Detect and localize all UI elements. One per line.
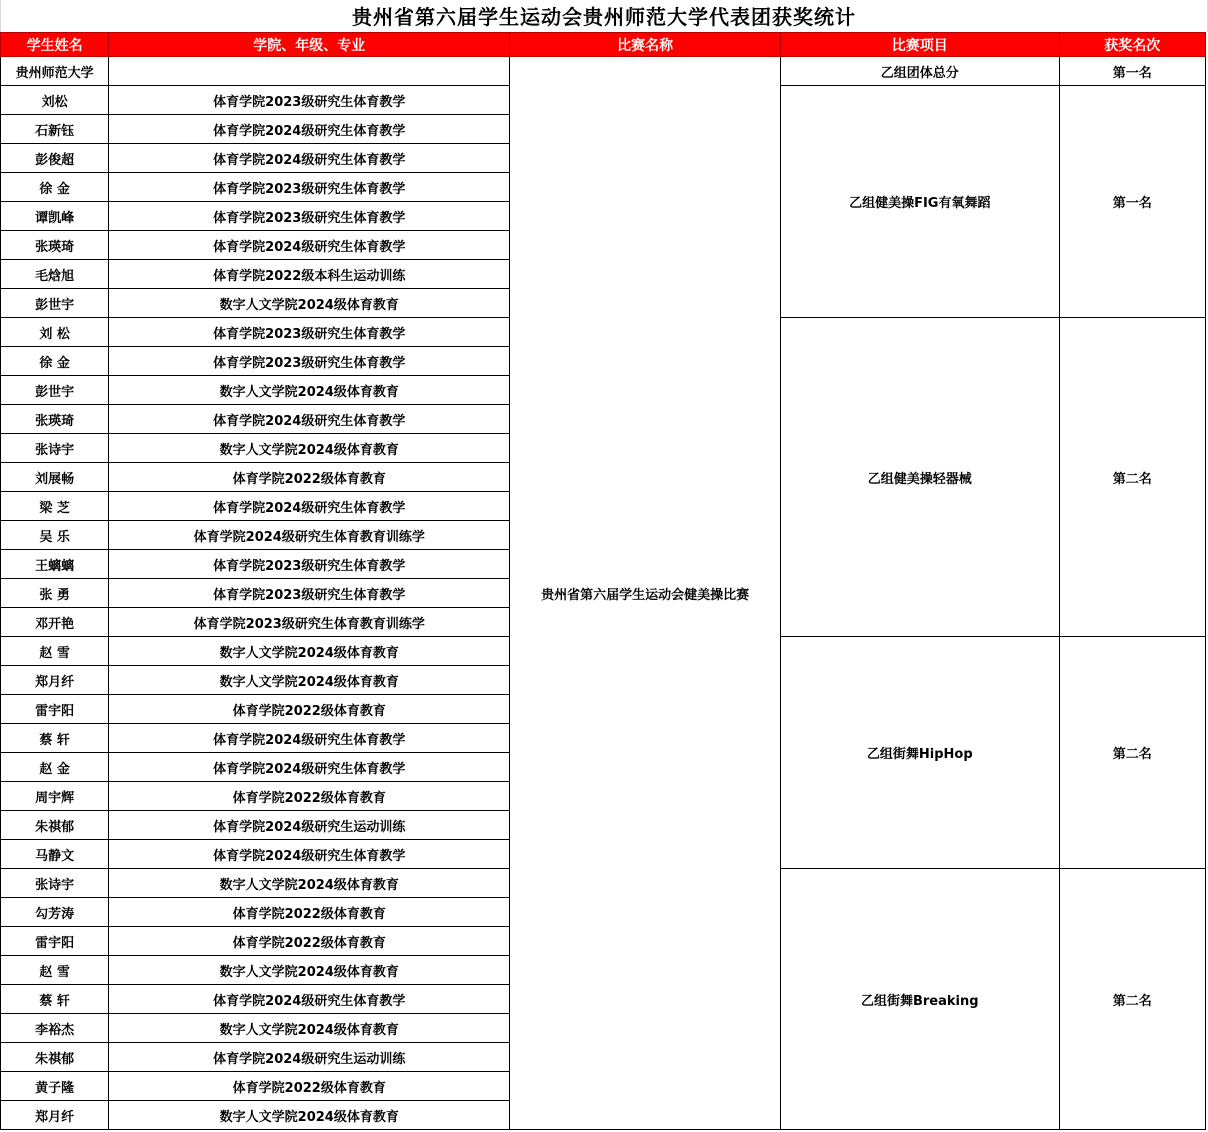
cell-rank[interactable]: 第二名: [1059, 318, 1205, 637]
cell-student-name[interactable]: 毛焓旭: [1, 260, 109, 289]
cell-student-name[interactable]: 勾芳涛: [1, 898, 109, 927]
cell-college[interactable]: 体育学院2023级研究生体育教学: [109, 86, 510, 115]
cell-student-name[interactable]: 刘松: [1, 86, 109, 115]
cell-student-name[interactable]: 梁 芝: [1, 492, 109, 521]
cell-college[interactable]: 体育学院2024级研究生运动训练: [109, 811, 510, 840]
cell-college[interactable]: 体育学院2022级体育教育: [109, 898, 510, 927]
cell-college[interactable]: 数字人文学院2024级体育教育: [109, 434, 510, 463]
cell-college[interactable]: 数字人文学院2024级体育教育: [109, 956, 510, 985]
cell-college[interactable]: 体育学院2024级研究生体育教学: [109, 753, 510, 782]
cell-student-name[interactable]: 赵 雪: [1, 956, 109, 985]
cell-student-name[interactable]: 张诗宇: [1, 434, 109, 463]
cell-college[interactable]: 体育学院2023级研究生体育教学: [109, 347, 510, 376]
cell-rank[interactable]: 第二名: [1059, 637, 1205, 869]
cell-student-name[interactable]: 彭世宇: [1, 289, 109, 318]
cell-college[interactable]: 体育学院2024级研究生体育教学: [109, 985, 510, 1014]
cell-rank[interactable]: 第一名: [1059, 86, 1205, 318]
cell-college[interactable]: 体育学院2022级体育教育: [109, 695, 510, 724]
cell-student-name[interactable]: 雷宇阳: [1, 695, 109, 724]
cell-college[interactable]: 体育学院2023级研究生体育教学: [109, 318, 510, 347]
cell-student-name[interactable]: 蔡 轩: [1, 724, 109, 753]
cell-event[interactable]: 乙组团体总分: [780, 57, 1059, 86]
cell-student-name[interactable]: 朱祺郁: [1, 811, 109, 840]
cell-college[interactable]: 体育学院2023级研究生体育教学: [109, 202, 510, 231]
cell-student-name[interactable]: 王螭螭: [1, 550, 109, 579]
cell-college[interactable]: 数字人文学院2024级体育教育: [109, 1101, 510, 1130]
cell-college[interactable]: 体育学院2024级研究生体育教学: [109, 405, 510, 434]
cell-student-name[interactable]: 黄子隆: [1, 1072, 109, 1101]
header-event[interactable]: 比赛项目: [780, 33, 1059, 57]
cell-student-name[interactable]: 徐 金: [1, 347, 109, 376]
table-row: [1, 57, 1206, 86]
cell-college[interactable]: 体育学院2023级研究生体育教学: [109, 550, 510, 579]
cell-student-name[interactable]: 郑月纤: [1, 666, 109, 695]
cell-college[interactable]: 体育学院2022级体育教育: [109, 1072, 510, 1101]
cell-student-name[interactable]: 张诗宇: [1, 869, 109, 898]
cell-college[interactable]: [109, 57, 510, 86]
cell-student-name[interactable]: 彭世宇: [1, 376, 109, 405]
cell-student-name[interactable]: 邓开艳: [1, 608, 109, 637]
cell-student-name[interactable]: 刘 松: [1, 318, 109, 347]
cell-student-name[interactable]: 蔡 轩: [1, 985, 109, 1014]
cell-student-name[interactable]: 周宇辉: [1, 782, 109, 811]
cell-college[interactable]: 体育学院2023级研究生体育教育训练学: [109, 608, 510, 637]
table-body: [1, 57, 1206, 1130]
cell-college[interactable]: 体育学院2024级研究生运动训练: [109, 1043, 510, 1072]
cell-event[interactable]: 乙组街舞HipHop: [780, 637, 1059, 869]
cell-college[interactable]: 体育学院2022级体育教育: [109, 782, 510, 811]
cell-student-name[interactable]: 郑月纤: [1, 1101, 109, 1130]
cell-event[interactable]: 乙组健美操轻器械: [780, 318, 1059, 637]
cell-college[interactable]: 体育学院2024级研究生体育教学: [109, 492, 510, 521]
cell-college[interactable]: 体育学院2023级研究生体育教学: [109, 173, 510, 202]
cell-college[interactable]: 数字人文学院2024级体育教育: [109, 869, 510, 898]
cell-college[interactable]: 数字人文学院2024级体育教育: [109, 376, 510, 405]
cell-college[interactable]: 体育学院2024级研究生体育教学: [109, 231, 510, 260]
cell-competition-name[interactable]: 贵州省第六届学生运动会健美操比赛: [510, 57, 781, 1130]
cell-student-name[interactable]: 刘展畅: [1, 463, 109, 492]
cell-student-name[interactable]: 朱祺郁: [1, 1043, 109, 1072]
cell-rank[interactable]: 第一名: [1059, 57, 1205, 86]
cell-student-name[interactable]: 徐 金: [1, 173, 109, 202]
award-table: [0, 32, 1206, 1130]
cell-college[interactable]: 体育学院2022级本科生运动训练: [109, 260, 510, 289]
cell-student-name[interactable]: 吴 乐: [1, 521, 109, 550]
cell-student-name[interactable]: 石新钰: [1, 115, 109, 144]
cell-student-name[interactable]: 雷宇阳: [1, 927, 109, 956]
cell-student-name[interactable]: 赵 雪: [1, 637, 109, 666]
cell-college[interactable]: 体育学院2024级研究生体育教育训练学: [109, 521, 510, 550]
cell-student-name[interactable]: 李裕杰: [1, 1014, 109, 1043]
cell-student-name[interactable]: 张瑛琦: [1, 231, 109, 260]
cell-college[interactable]: 体育学院2024级研究生体育教学: [109, 144, 510, 173]
header-student-name[interactable]: 学生姓名: [1, 33, 109, 57]
cell-college[interactable]: 数字人文学院2024级体育教育: [109, 666, 510, 695]
sheet-title: 贵州省第六届学生运动会贵州师范大学代表团获奖统计: [0, 0, 1208, 32]
cell-student-name[interactable]: 马静文: [1, 840, 109, 869]
cell-college[interactable]: 体育学院2022级体育教育: [109, 927, 510, 956]
header-rank[interactable]: 获奖名次: [1059, 33, 1205, 57]
cell-college[interactable]: 体育学院2024级研究生体育教学: [109, 115, 510, 144]
cell-student-name[interactable]: 张瑛琦: [1, 405, 109, 434]
cell-student-name[interactable]: 赵 金: [1, 753, 109, 782]
cell-college[interactable]: 数字人文学院2024级体育教育: [109, 289, 510, 318]
cell-college[interactable]: 体育学院2024级研究生体育教学: [109, 840, 510, 869]
header-competition[interactable]: 比赛名称: [510, 33, 781, 57]
cell-student-name[interactable]: 贵州师范大学: [1, 57, 109, 86]
cell-rank[interactable]: 第二名: [1059, 869, 1205, 1130]
cell-student-name[interactable]: 彭俊超: [1, 144, 109, 173]
cell-event[interactable]: 乙组健美操FIG有氧舞蹈: [780, 86, 1059, 318]
header-row: [1, 33, 1206, 57]
cell-student-name[interactable]: 张 勇: [1, 579, 109, 608]
cell-event[interactable]: 乙组街舞Breaking: [780, 869, 1059, 1130]
cell-college[interactable]: 数字人文学院2024级体育教育: [109, 637, 510, 666]
cell-student-name[interactable]: 谭凯峰: [1, 202, 109, 231]
cell-college[interactable]: 数字人文学院2024级体育教育: [109, 1014, 510, 1043]
header-college[interactable]: 学院、年级、专业: [109, 33, 510, 57]
cell-college[interactable]: 体育学院2023级研究生体育教学: [109, 579, 510, 608]
cell-college[interactable]: 体育学院2024级研究生体育教学: [109, 724, 510, 753]
cell-college[interactable]: 体育学院2022级体育教育: [109, 463, 510, 492]
